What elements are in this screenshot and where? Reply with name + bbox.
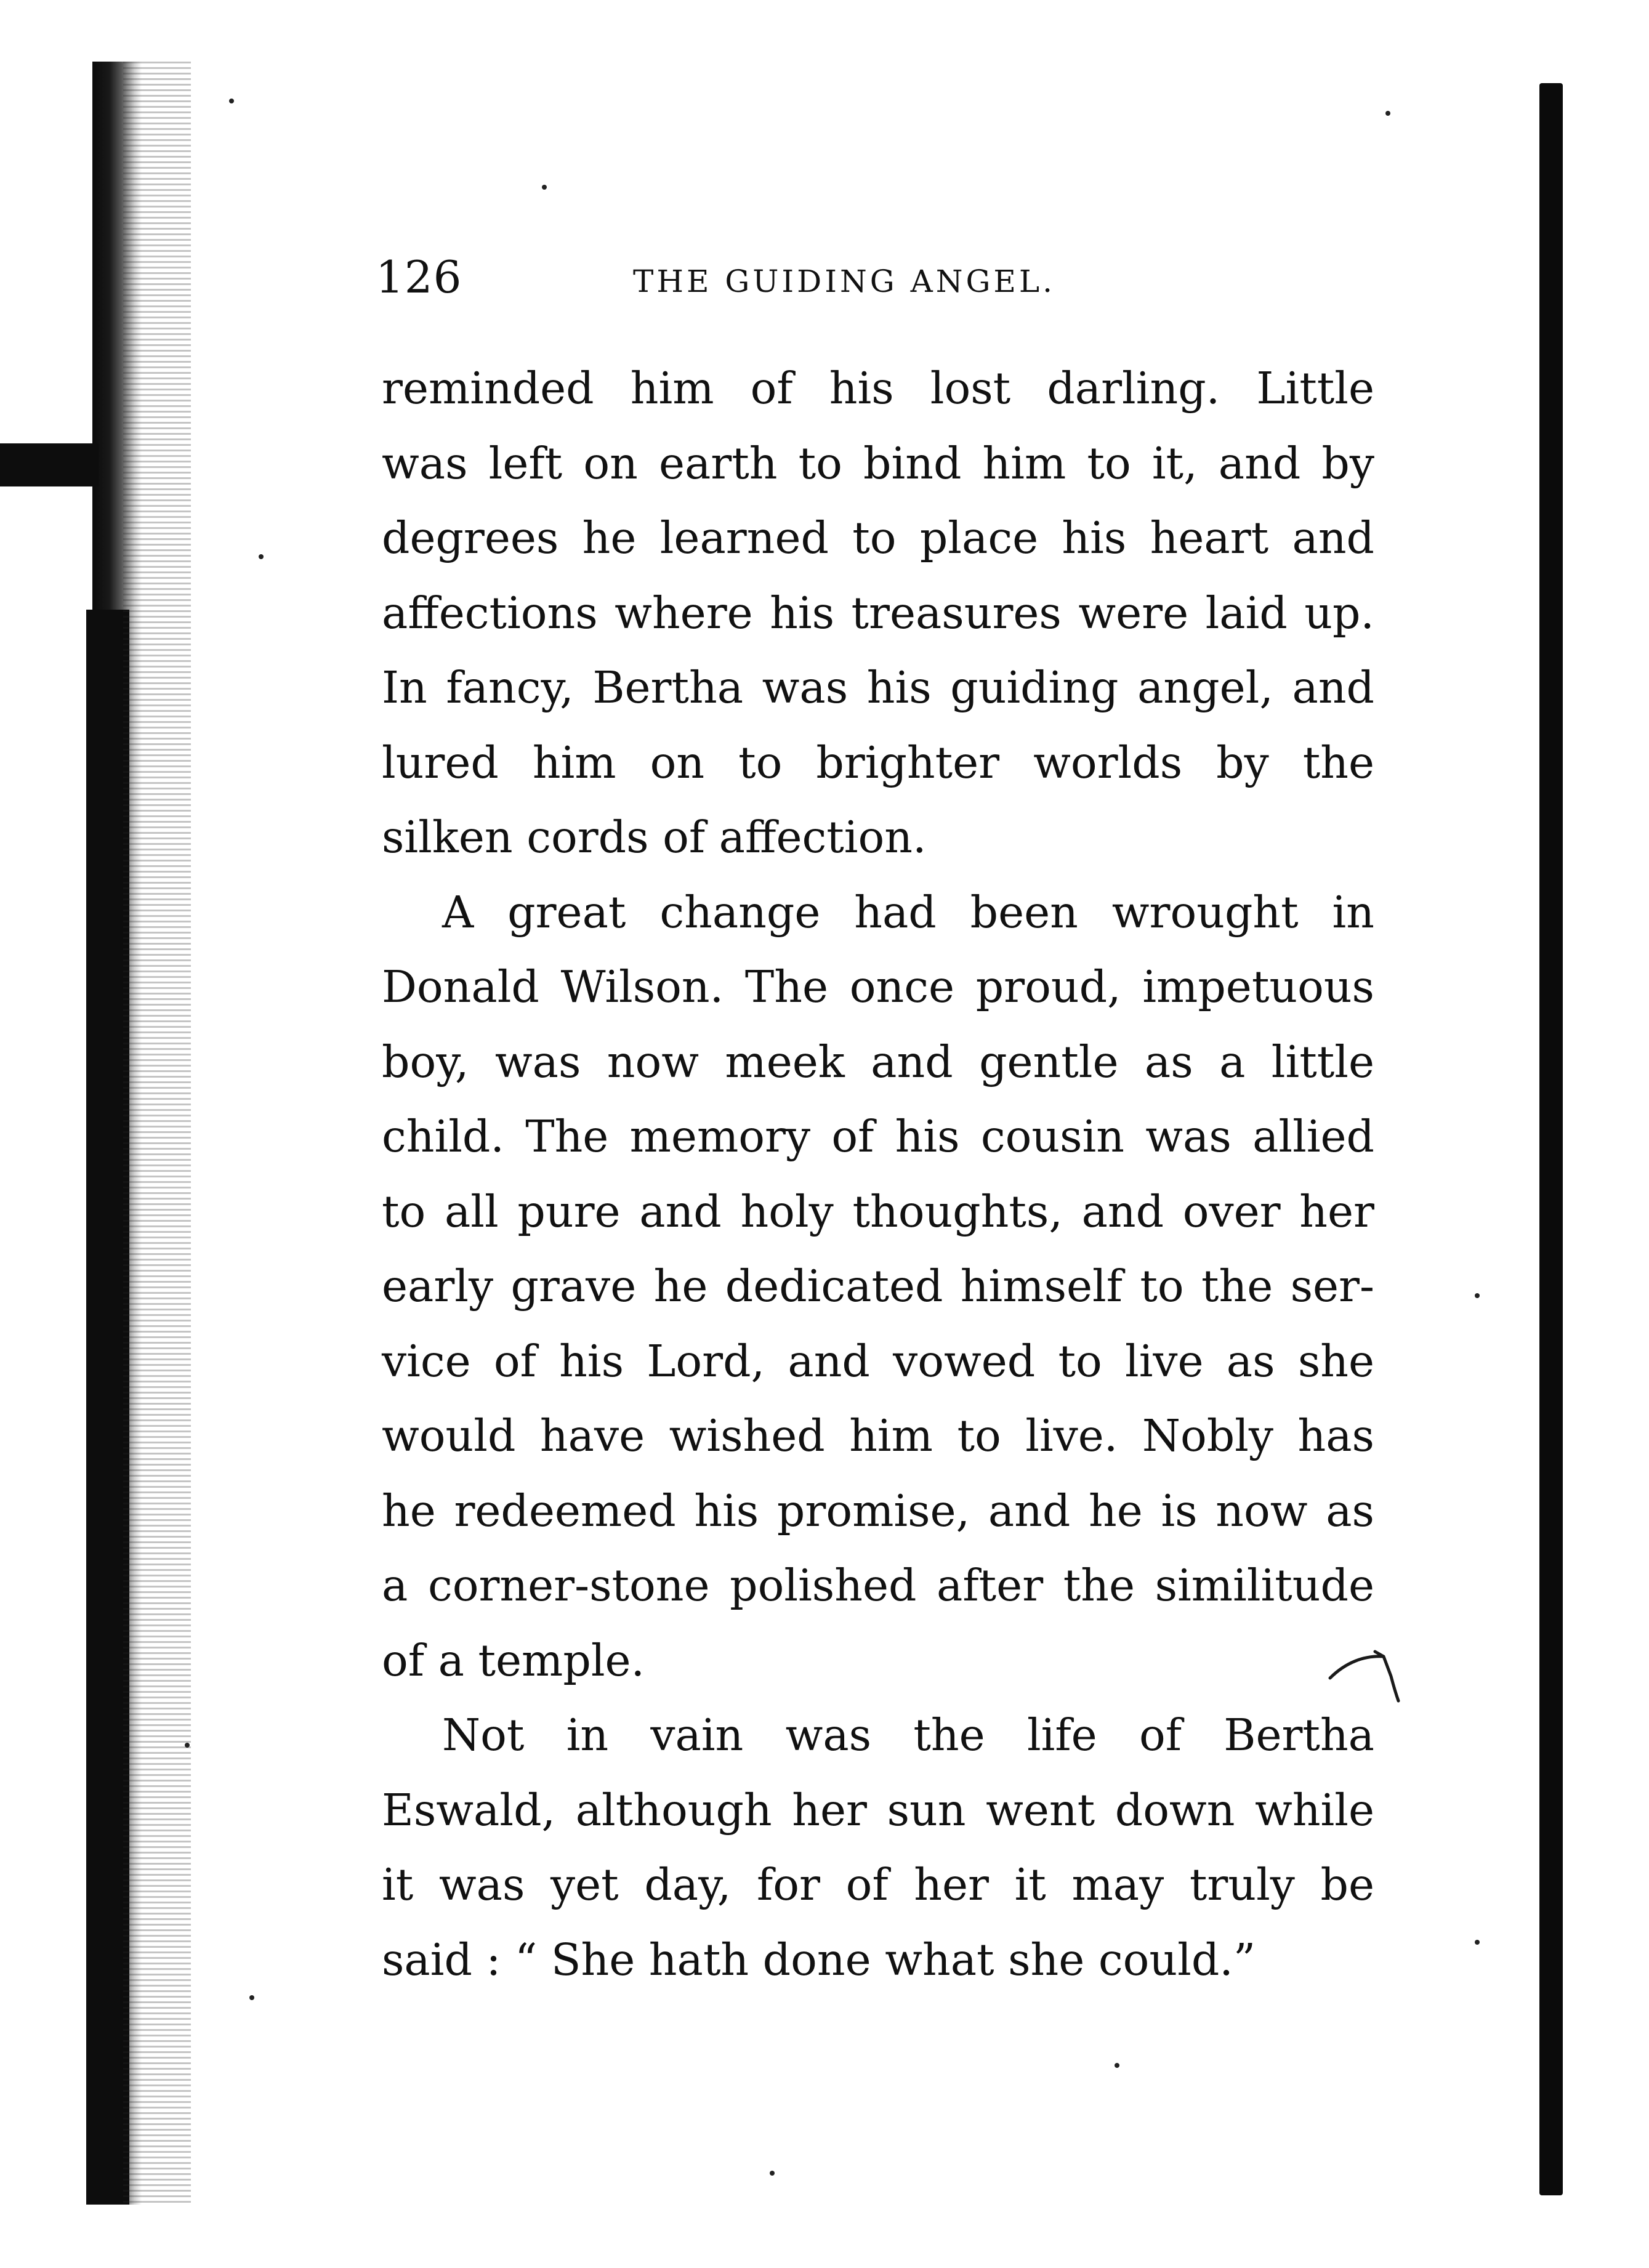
page-edge-line: [1539, 83, 1563, 2195]
binding-speckle: [123, 62, 191, 2205]
text-line: A great change had been wrought in: [442, 886, 1374, 938]
text-line: silken cords of affection.: [382, 812, 927, 863]
scan-speck: [185, 1743, 190, 1748]
text-line: early grave he dedicated himself to the ser-: [382, 1261, 1374, 1312]
text-line: reminded him of his lost darling. Little: [382, 363, 1374, 414]
text-line: In fancy, Bertha was his guiding angel, and: [382, 662, 1374, 713]
scan-speck: [1475, 1940, 1480, 1945]
body-text: [382, 351, 1374, 1997]
scan-speck: [1385, 111, 1390, 116]
running-title: THE GUIDING ANGEL.: [633, 264, 1055, 299]
text-line: lured him on to brighter worlds by the: [382, 736, 1374, 788]
page-edge-tab: [0, 443, 99, 486]
text-line: would have wished him to live. Nobly has: [382, 1410, 1374, 1461]
text-line: degrees he learned to place his heart and: [382, 512, 1374, 563]
text-line: affections where his treasures were laid up.: [382, 587, 1374, 639]
text-line: Eswald, although her sun went down while: [382, 1784, 1374, 1836]
scan-speck: [542, 185, 547, 190]
text-line: said : “ She hath done what she could.”: [382, 1934, 1256, 1985]
scan-speck: [1475, 1293, 1480, 1298]
pencil-mark-icon: [1327, 1644, 1401, 1712]
text-line: he redeemed his promise, and he is now as: [382, 1485, 1374, 1536]
text-line: vice of his Lord, and vowed to live as she: [382, 1335, 1374, 1387]
scan-speck: [229, 99, 234, 103]
scan-speck: [1115, 2063, 1119, 2068]
text-line: to all pure and holy thoughts, and over her: [382, 1185, 1374, 1237]
text-line: of a temple.: [382, 1634, 645, 1686]
text-line: boy, was now meek and gentle as a little: [382, 1036, 1374, 1088]
running-head: [376, 243, 1373, 311]
scan-speck: [259, 554, 264, 559]
text-line: child. The memory of his cousin was allied: [382, 1111, 1374, 1162]
scan-speck: [770, 2171, 775, 2176]
text-line: a corner-stone polished after the similitude: [382, 1560, 1374, 1611]
text-line: Donald Wilson. The once proud, impetuous: [382, 961, 1374, 1012]
page-number: 126: [376, 251, 462, 303]
text-line: it was yet day, for of her it may truly be: [382, 1859, 1374, 1910]
scan-speck: [249, 1995, 254, 2000]
text-line: Not in vain was the life of Bertha: [442, 1709, 1374, 1761]
text-line: was left on earth to bind him to it, and by: [382, 437, 1374, 489]
